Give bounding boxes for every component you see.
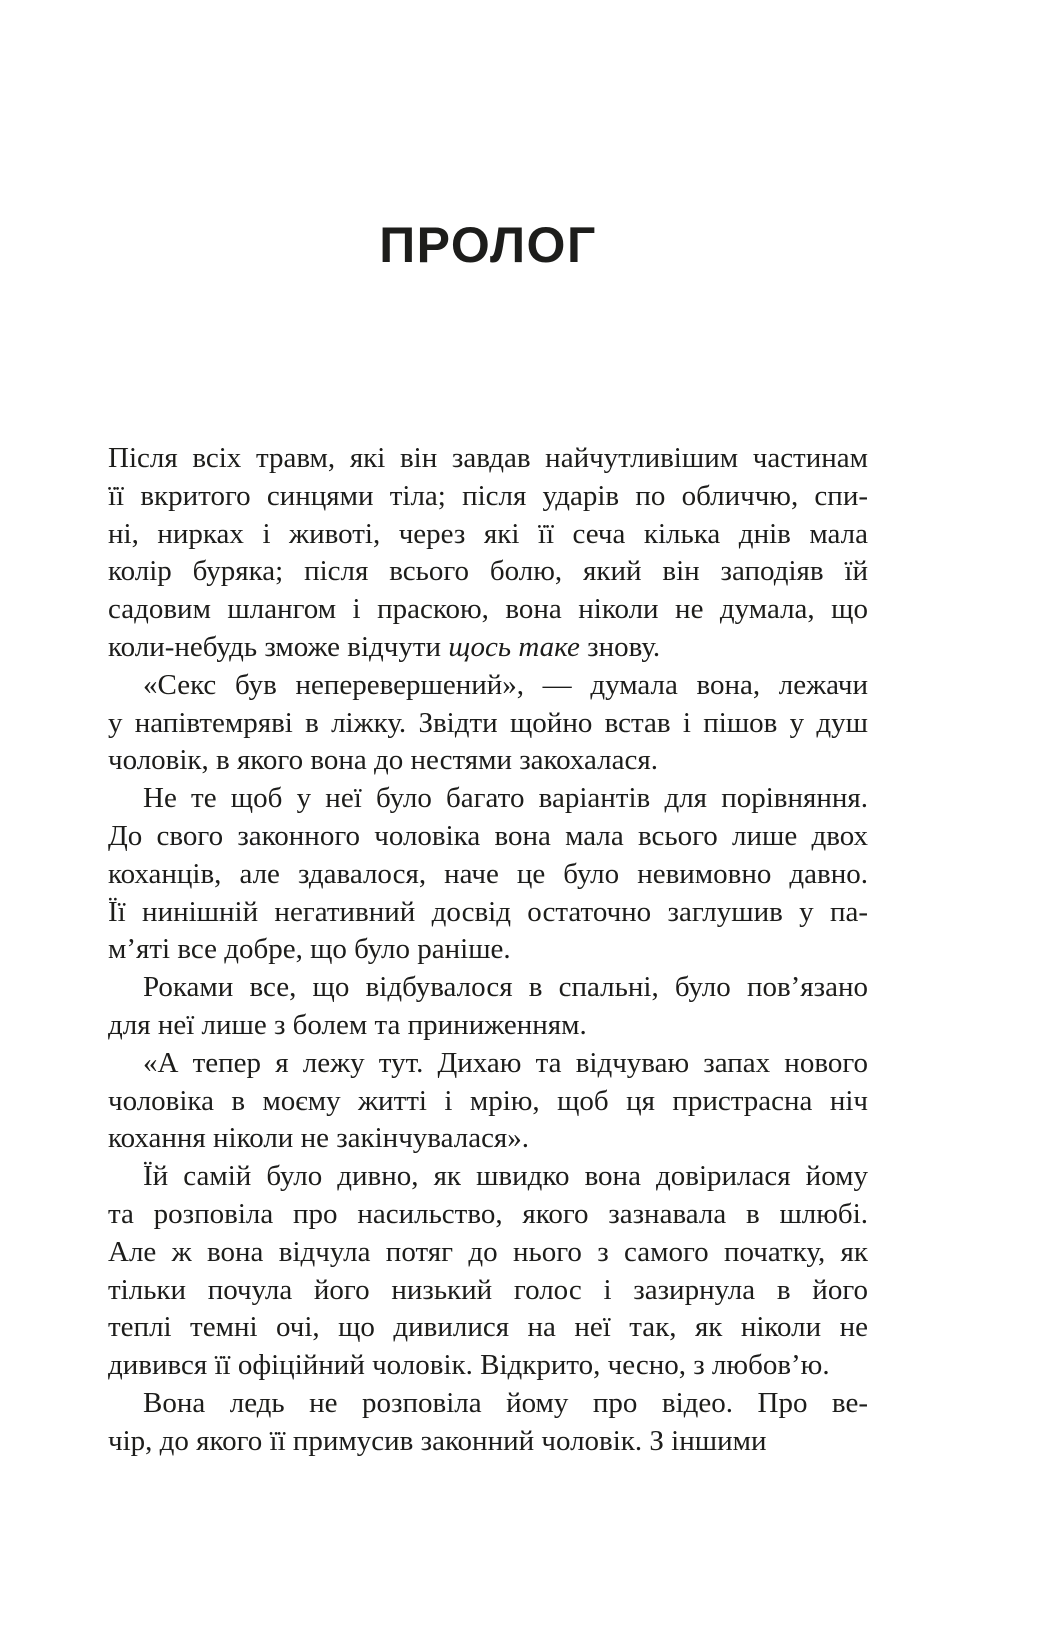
text-line: Її нинішній негативний досвід остаточно заглушив у па- xyxy=(108,895,868,928)
text-line: «А тепер я лежу тут. Дихаю та відчуваю запах нового xyxy=(143,1046,868,1079)
italic-text-run: щось таке xyxy=(448,630,580,663)
text-line: Вона ледь не розповіла йому про відео. Про ве- xyxy=(143,1386,868,1419)
text-line: коханців, але здавалося, наче це було невимовно давно. xyxy=(108,857,868,890)
text-line: чоловіка в моєму житті і мрію, щоб ця пристрасна ніч xyxy=(108,1084,868,1117)
text-line xyxy=(108,629,868,667)
text-line: теплі темні очі, що дивилися на неї так, як ніколи не xyxy=(108,1311,868,1344)
text-line: ні, нирках і животі, через які її сеча кілька днів мала xyxy=(108,517,868,550)
text-line: у напівтемряві в ліжку. Звідти щойно встав і пішов у душ xyxy=(108,706,868,739)
text-line: Роками все, що відбувалося в спальні, було пов’язано xyxy=(143,971,868,1004)
body-text xyxy=(108,440,868,1461)
text-line: Їй самій було дивно, як швидко вона довірилася йому xyxy=(143,1160,868,1193)
text-line: садовим шлангом і праскою, вона ніколи не думала, що xyxy=(108,593,868,626)
chapter-title: ПРОЛОГ xyxy=(379,217,597,273)
text-run: коли-небудь зможе відчути xyxy=(108,630,449,663)
text-line: Не те щоб у неї було багато варіантів для порівняння. xyxy=(143,782,868,815)
text-line: кохання ніколи не закінчувалася». xyxy=(108,1122,530,1155)
text-line: До свого законного чоловіка вона мала всього лише двох xyxy=(108,819,868,852)
text-line: чоловік, в якого вона до нестями закохалася. xyxy=(108,744,658,777)
text-line: Але ж вона відчула потяг до нього з самого початку, як xyxy=(108,1235,868,1268)
text-line: колір буряка; після всього болю, який він заподіяв їй xyxy=(108,555,868,588)
text-line: м’яті все добре, що було раніше. xyxy=(108,933,511,966)
text-run: знову. xyxy=(579,630,661,663)
text-line: тільки почула його низький голос і зазирнула в його xyxy=(108,1273,868,1306)
text-line: Після всіх травм, які він завдав найчутливішим частинам xyxy=(108,442,868,474)
text-line: та розповіла про насильство, якого зазнавала в шлюбі. xyxy=(108,1197,868,1230)
text-line: «Секс був неперевершений», — думала вона, лежачи xyxy=(143,668,868,701)
text-line: дивився її офіційний чоловік. Відкрито, чесно, з любов’ю. xyxy=(108,1349,830,1382)
text-line: для неї лише з болем та приниженням. xyxy=(108,1008,587,1041)
text-line: її вкритого синцями тіла; після ударів по обличчю, спи- xyxy=(108,479,868,512)
text-line: чір, до якого її примусив законний чоловік. З іншими xyxy=(108,1424,767,1457)
